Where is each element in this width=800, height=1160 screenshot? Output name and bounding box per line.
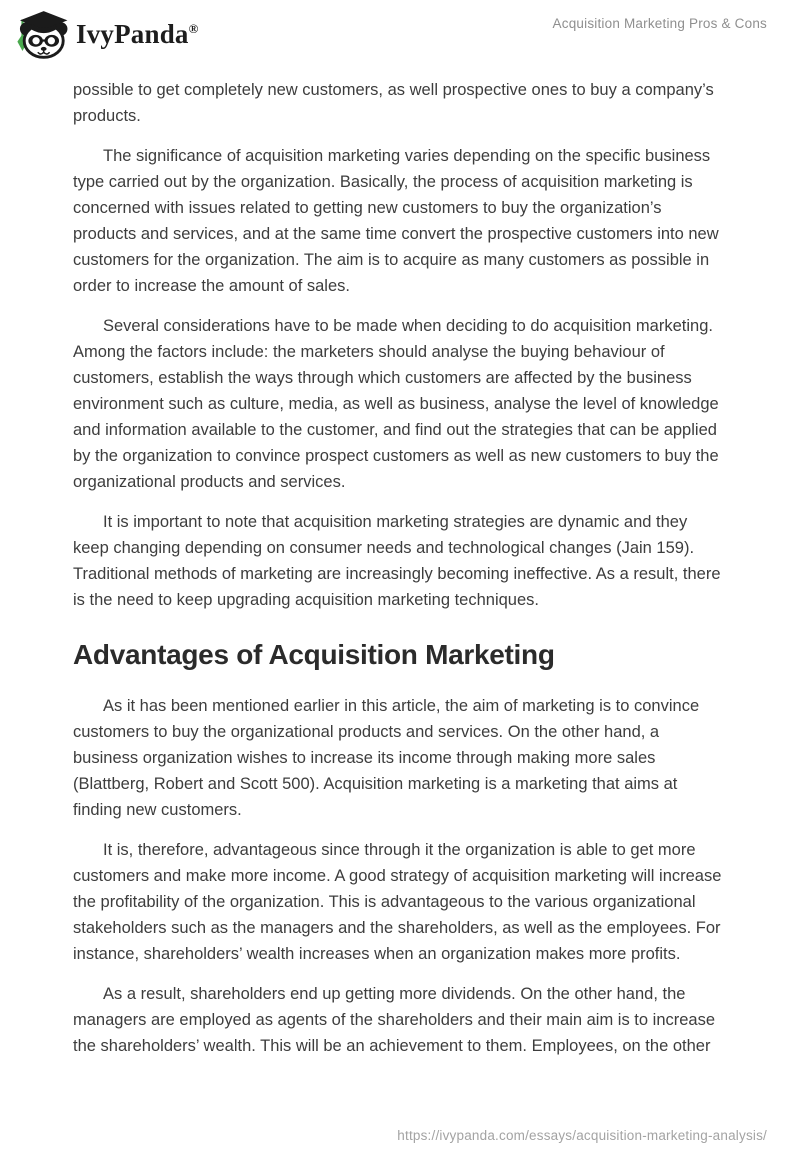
paragraph: As it has been mentioned earlier in this article, the aim of marketing is to convince customers to buy the organizational products and services. On the other hand, a business organization wishes to increase its income through making more sales (Blattberg, Robert and Scott 500). Acquisition marketing is a marketing that aims at finding new customers. [73, 697, 700, 819]
paragraph-continuation: possible to get completely new customers, as well prospective ones to buy a company’s products. [73, 81, 714, 125]
paragraph-cutoff: As a result, shareholders end up getting more dividends. On the other hand, the managers are employed as agents of the shareholders and their main aim is to increase the shareholders’ wealth. This will be an achievement to them. Employees, on the other [73, 985, 716, 1055]
paragraph: The significance of acquisition marketing varies depending on the specific business type carried out by the organization. Basically, the process of acquisition marketing is concerned with issues related to getting new customers to buy the organization’s products and services, and at the same time convert the prospective customers into new customers for the organization. The aim is to acquire as many customers as possible in order to increase the amount of sales. [73, 147, 719, 295]
brand-logo-group [14, 8, 199, 60]
page-header [14, 8, 767, 60]
section-heading: Advantages of Acquisition Marketing [73, 639, 555, 670]
paragraph: Several considerations have to be made when deciding to do acquisition marketing. Among the factors include: the marketers should analyse the buying behaviour of customers, establish the ways through which customers are affected by the business environment such as culture, media, as well as business, analyse the level of knowledge and information available to the customer, and find out the strategies that can be applied by the organization to convince prospect customers as well as new customers to buy the organizational products and services. [73, 317, 719, 491]
paragraph: It is, therefore, advantageous since through it the organization is able to get more customers and make more income. A good strategy of acquisition marketing will increase the profitability of the organization. This is advantageous to the various organizational stakeholders such as the managers and the shareholders, as well as the employees. For instance, shareholders’ wealth increases when an organization makes more profits. [73, 841, 722, 963]
page-footer [397, 1127, 767, 1145]
article-content [73, 63, 726, 1073]
brand-name [76, 8, 199, 60]
paragraph: It is important to note that acquisition marketing strategies are dynamic and they keep changing depending on consumer needs and technological changes (Jain 159). Traditional methods of marketing are increasingly becoming ineffective. As a result, there is the need to keep upgrading acquisition marketing techniques. [73, 513, 721, 609]
ivypanda-panda-graduate-logo-icon [14, 8, 70, 60]
source-url: https://ivypanda.com/essays/acquisition-marketing-analysis/ [397, 1128, 767, 1143]
brand-name-text: IvyPanda [76, 19, 189, 49]
registered-trademark-symbol: ® [188, 21, 199, 36]
document-title: Acquisition Marketing Pros & Cons [552, 16, 767, 31]
